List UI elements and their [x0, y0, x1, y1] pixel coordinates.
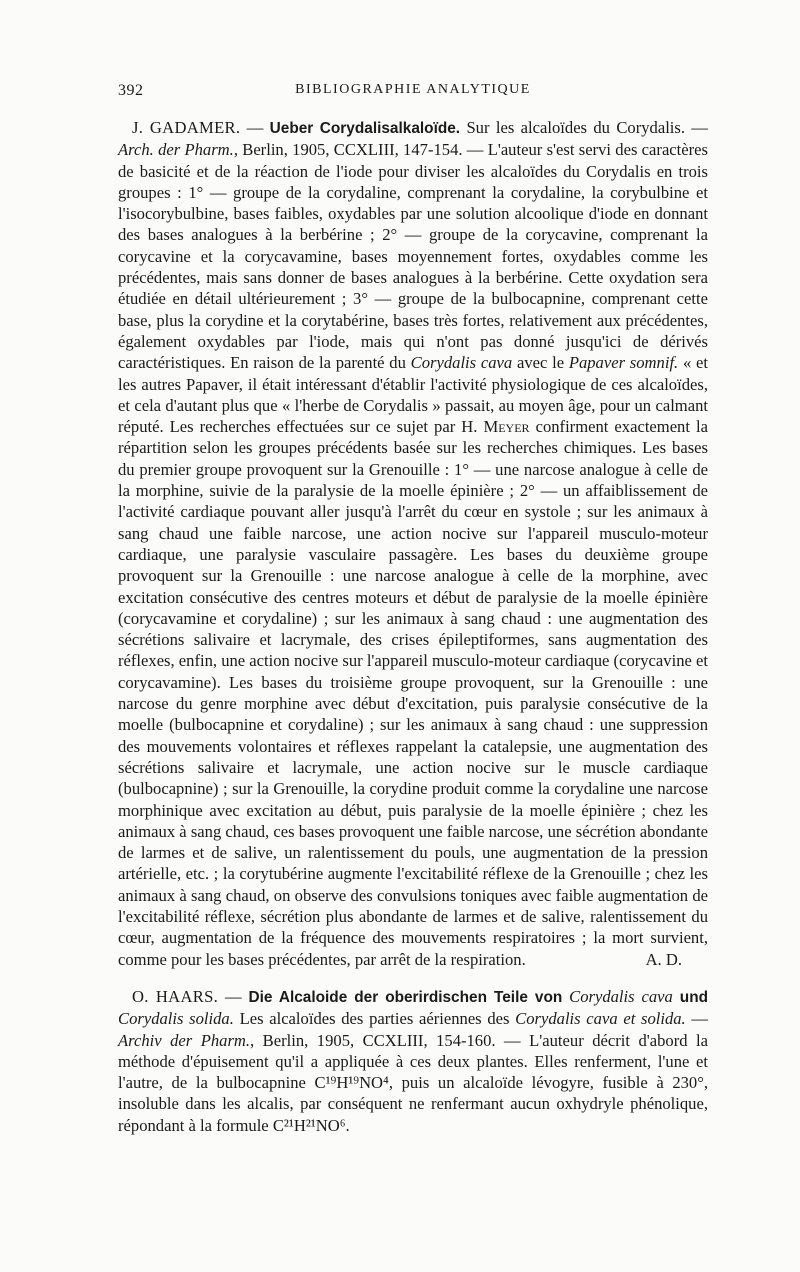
species-name: Corydalis cava — [410, 353, 513, 373]
dash: — — [685, 1009, 709, 1029]
species-name: Papaver somnif. — [568, 353, 679, 373]
dash: — — [240, 118, 270, 137]
body-text: confirment exactement la répartition selon les groupes précédents basée sur les recherches chimiques. Les bases du premier groupe provoquent sur la Grenouille : 1° — une narcose analogue à celle de la morphine, suivie de la paralysie de la moelle épinière ; 2° — un affaiblissement de l'activité cardiaque pouvant aller jusqu'à l'arrêt du cœur en systole ; sur les animaux à sang chaud une faible narcose, une action nocive sur l'appareil musculo-moteur cardiaque, une paralysie vasculaire passagère. Les bases du deuxième groupe provoquent sur la Grenouille : une narcose analogue à celle de la morphine, avec excitation consécutive des centres moteurs et début de paralysie de la moelle épinière (corycavamine et corydaline) ; sur les animaux à sang chaud : une augmentation des sécrétions salivaire et lacrymale, des crises épileptiformes, sans augmentation des réflexes, enfin, une action nocive sur l'appareil musculo-moteur cardiaque (corycavine et corycavamine). Les bases du troisième groupe provoquent, sur la Grenouille : une narcose du genre morphine avec début d'excitation, puis paralysie consécutive de la moelle (bulbocapnine et corydaline) ; sur les animaux à sang chaud : une suppression des mouvements volontaires et réflexes rappelant la catalepsie, une augmentation des sécrétions salivaire et lacrymale, une action nocive sur le muscle cardiaque (bulbocapnine) ; sur la Grenouille, la corydine produit comme la corydaline une narcose morphinique avec excitation au début, puis paralysie de la moelle épinière ; chez les animaux à sang chaud, ces bases provoquent une faible narcose, une sécrétion abondante de larmes et de salive, un ralentissement du pouls, une augmentation de la pression artérielle, etc. ; la corytubérine augmente l'excitabilité réflexe de la Grenouille ; chez les animaux à sang chaud, on observe des convulsions toniques avec faible augmentation de l'excitabilité réflexe, sécrétion plus abondante de larmes et de salive, ralentissement du cœur, augmentation de la fréquence des mouvements respiratoires ; la mort survient, comme pour les bases précédentes, par arrêt de la respiration. — [118, 417, 708, 969]
page-header — [118, 82, 708, 104]
citation: , Berlin, 1905, CCXLIII, 147-154. — [233, 140, 463, 160]
entry-author: O. HAARS. — [132, 987, 219, 1006]
bibliography-entry-gadamer — [118, 117, 708, 970]
entry-signature: A. D. — [645, 949, 682, 969]
entry-intro: Les alcaloïdes des parties aériennes des — [233, 1009, 516, 1029]
entry-author: J. GADAMER. — [132, 118, 241, 137]
entry-title: Ueber Corydalisalkaloïde. — [269, 120, 461, 137]
body-text: « et les autres Papaver, il était intéressant d'établir l'activité physiologique de ces alcaloïdes, et cela d'autant plus que « l'herbe de Corydalis » passait, au moyen âge, pour un calmant réputé. Les recherches effectuées sur ce sujet par H. — [118, 353, 708, 437]
species-name: Corydalis cava — [562, 987, 673, 1006]
journal-name: Arch. der Pharm. — [118, 140, 234, 160]
running-title: BIBLIOGRAPHIE ANALYTIQUE — [295, 82, 531, 97]
body-text: — L'auteur s'est servi des caractères de basicité et de la réaction de l'iode pour diviser les alcaloïdes du Corydalis en trois groupes : 1° — groupe de la corydaline, comprenant la corydaline, la corybulbine et l'isocorybulbine, bases faibles, oxydables par une solution alcoolique d'iode en donnant des bases analogues à la berbérine ; 2° — groupe de la corycavine, comprenant la corycavine et la corycavamine, bases moyennement fortes, oxydables comme les précédentes, mais sans donner de bases analogues à la berbérine. Cette oxydation sera étudiée en détail ultérieurement ; 3° — groupe de la bulbocapnine, comprenant cette base, plus la corydine et la corytabérine, bases très fortes, relativement aux précédentes, également oxydables par l'iode, mais qui n'ont pas donné jusqu'ici de dérivés caractéristiques. En raison de la parenté du — [118, 140, 708, 373]
species-name: Corydalis solida. — [118, 1009, 234, 1029]
dash: — — [218, 987, 249, 1006]
entry-title: Die Alcaloide der oberirdischen Teile von — [248, 989, 563, 1006]
species-name: Corydalis cava et solida. — [515, 1009, 686, 1029]
entry-intro: Sur les alcaloïdes du Corydalis. — — [460, 118, 708, 137]
journal-name: Archiv der Pharm. — [118, 1030, 251, 1050]
body-text: avec le — [512, 353, 569, 373]
page-number: 392 — [118, 82, 144, 99]
citation: , Berlin, 1905, CCXLIII, 154-160. — [250, 1030, 496, 1050]
body-text: — L'auteur décrit d'abord la méthode d'épuisement qu'il a appliquée à ces deux plantes. Elles renferment, l'une et l'autre, de la bulbocapnine C¹⁹H¹⁹NO⁴, puis un alcaloïde lévogyre, fusible à 230°, insoluble dans les alcalis, par conséquent ne renfermant aucun oxhydryle phénolique, répondant à la formule C²¹H²¹NO⁶. — [118, 1030, 709, 1135]
author-name: Meyer — [483, 417, 530, 437]
bibliography-entry-haars — [118, 986, 708, 1136]
entry-title-part: und — [672, 989, 708, 1006]
